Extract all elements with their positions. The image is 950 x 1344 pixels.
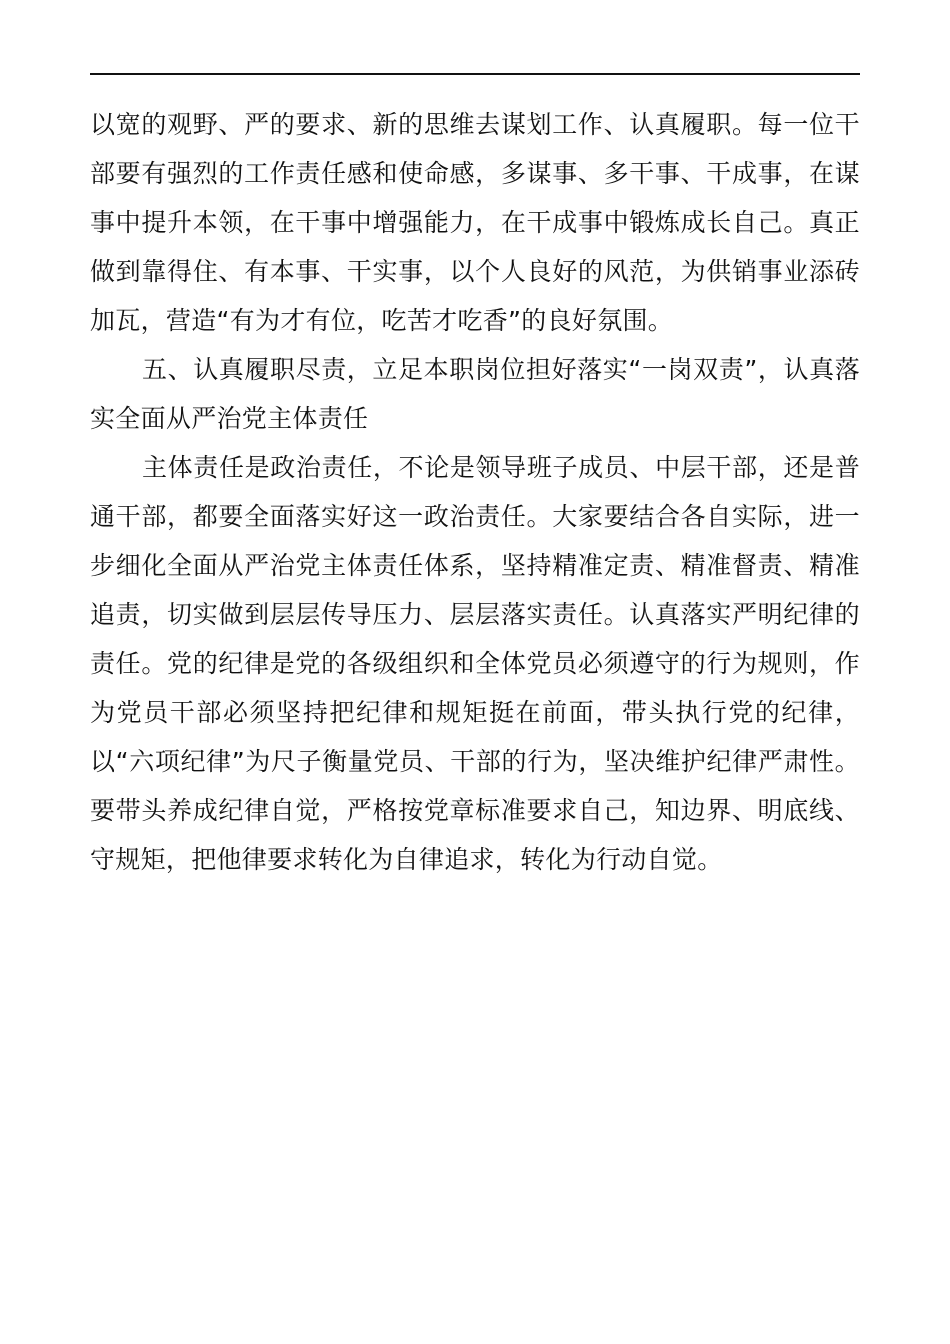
paragraph-main-responsibility: 主体责任是政治责任，不论是领导班子成员、中层干部，还是普通干部，都要全面落实好这一政治责任。大家要结合各自实际，进一步细化全面从严治党主体责任体系，坚持精准定责、精准督责、精准追责，切实做到层层传导压力、层层落实责任。认真落实严明纪律的责任。党的纪律是党的各级组织和全体党员必须遵守的行为规则，作为党员干部必须坚持把纪律和规矩挺在前面，带头执行党的纪律，以“六项纪律”为尺子衡量党员、干部的行为，坚决维护纪律严肃性。要带头养成纪律自觉，严格按党章标准要求自己，知边界、明底线、守规矩，把他律要求转化为自律追求，转化为行动自觉。 [90,453,860,874]
header-rule [90,73,860,75]
document-body [90,100,860,884]
paragraph-continuation: 以宽的观野、严的要求、新的思维去谋划工作、认真履职。每一位干部要有强烈的工作责任感和使命感，多谋事、多干事、干成事，在谋事中提升本领，在干事中增强能力，在干成事中锻炼成长自己。真正做到靠得住、有本事、干实事，以个人良好的风范，为供销事业添砖加瓦，营造“有为才有位，吃苦才吃香”的良好氛围。 [90,110,860,335]
section-heading-five: 五、认真履职尽责，立足本职岗位担好落实“一岗双责”，认真落实全面从严治党主体责任 [90,355,860,433]
